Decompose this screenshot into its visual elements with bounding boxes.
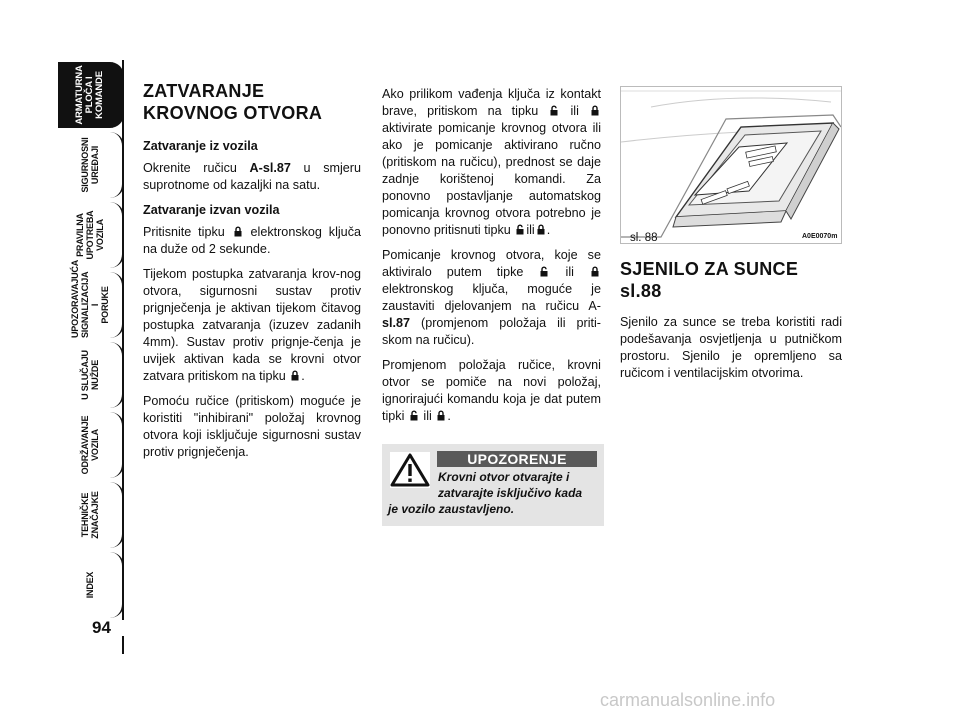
paragraph: Ako prilikom vađenja ključa iz kontakt brave, pritiskom na tipku ili aktivirate pomicanje krovnog otvora ili ako je pomicanje aktivirano ručno (pritiskom na ručicu), prednost se daje zadnje korištenoj komandi. Za ponovno postavljanje automatskog pomicanja krovnog otvora potrebno je ponovno pritisnuti tipku ili . bbox=[382, 87, 601, 237]
tab-pravilna-upotreba[interactable] bbox=[58, 202, 124, 268]
subheading-outside: Zatvaranje izvan vozila bbox=[143, 203, 280, 217]
page-number: 94 bbox=[92, 618, 111, 637]
lock-open-icon bbox=[410, 410, 418, 421]
lock-closed-icon bbox=[537, 224, 545, 235]
margin-rule-bottom bbox=[122, 636, 124, 654]
tab-tehnicke-znacajke[interactable] bbox=[58, 482, 124, 548]
warning-box bbox=[382, 444, 604, 526]
tab-label: ODRŽAVANJE VOZILA bbox=[80, 415, 100, 475]
figure-88 bbox=[620, 86, 842, 244]
paragraph: Pomicanje krovnog otvora, koje se aktiviralo putem tipke ili elektronskog ključa, moguće je zaustaviti djelovanjem na ručicu A-sl.87 (promjenom položaja ili priti-skom na ručicu). bbox=[382, 248, 601, 347]
figure-caption: sl. 88 bbox=[630, 232, 658, 244]
paragraph: Okrenite ručicu A-sl.87 u smjeru suprotnome od kazaljki na satu. bbox=[143, 161, 362, 192]
tab-upozoravajuca-signalizacija[interactable] bbox=[58, 259, 124, 338]
tab-label: UPOZORAVAJUĆA SIGNALIZACIJA I PORUKE bbox=[70, 259, 110, 338]
lock-open-icon bbox=[550, 105, 558, 116]
tab-label: ARMATURNA PLOČA I KOMANDE bbox=[74, 65, 105, 125]
tab-u-slucaju-nuzde[interactable] bbox=[58, 342, 124, 408]
paragraph: Pomoću ručice (pritiskom) moguće je koristiti "inhibirani" položaj krovnog otvora koji isključuje sigurnosni sustav protiv prignječenja. bbox=[143, 394, 361, 459]
tab-index[interactable] bbox=[58, 552, 124, 618]
lock-closed-icon bbox=[437, 410, 445, 421]
warning-heading: UPOZORENJE bbox=[437, 451, 597, 467]
column-3 bbox=[620, 258, 842, 390]
tab-label: INDEX bbox=[85, 571, 95, 599]
paragraph: Tijekom postupka zatvaranja krov-nog otvora, sigurnosni sustav protiv prignječenja je aktivan tijekom čitavog postupka zatvaranja (izuzev zadanih 4mm). Sustav protiv prignje-čenja je uvijek aktivan kada se krovni otvor zatvara pritiskom na tipku . bbox=[143, 267, 361, 383]
watermark: carmanualsonline.info bbox=[600, 690, 776, 710]
roof-console-illustration bbox=[621, 87, 841, 243]
lock-closed-icon bbox=[591, 105, 599, 116]
paragraph: Pritisnite tipku elektronskog ključa na duže od 2 sekunde. bbox=[143, 225, 361, 256]
column-1 bbox=[143, 80, 361, 469]
paragraph: Sjenilo za sunce se treba koristiti radi podešavanja osvjetljenja u putničkom prostoru. Sjenilo je opremljeno sa ručicom i ventilacijskim otvorima. bbox=[620, 315, 842, 380]
tab-label: PRAVILNA UPOTREBA VOZILA bbox=[75, 210, 105, 260]
lock-closed-icon bbox=[291, 370, 299, 381]
lock-closed-icon bbox=[591, 266, 599, 277]
column-2 bbox=[382, 86, 601, 433]
lock-open-icon bbox=[540, 266, 548, 277]
tab-odrzavanje-vozila[interactable] bbox=[58, 412, 124, 478]
paragraph: Promjenom položaja ručice, krovni otvor se pomiče na novi položaj, ignorirajući komandu koja je dat putem tipki ili . bbox=[382, 358, 601, 423]
subheading-inside: Zatvaranje iz vozila bbox=[143, 139, 258, 153]
warning-text: Krovni otvor otvarajte i zatvarajte isključivo kada je vozilo zaustavljeno. bbox=[388, 470, 583, 516]
tab-label: U SLUČAJU NUŽDE bbox=[80, 350, 100, 400]
tab-sigurnosni-uredaji[interactable] bbox=[58, 132, 124, 198]
lock-open-icon bbox=[516, 224, 524, 235]
section-title: SJENILO ZA SUNCE sl.88 bbox=[620, 259, 799, 301]
margin-rule bbox=[122, 60, 124, 620]
figure-ref: sl.87 bbox=[382, 316, 411, 330]
figure-ref: A-sl.87 bbox=[249, 161, 291, 175]
section-title: ZATVARANJE KROVNOG OTVORA bbox=[143, 81, 323, 123]
tab-label: SIGURNOSNI UREĐAJI bbox=[80, 137, 100, 193]
tab-armaturna-ploca[interactable] bbox=[58, 62, 124, 128]
figure-code: A0E0070m bbox=[802, 233, 838, 240]
tab-label: TEHNIČKE ZNAČAJKE bbox=[80, 491, 100, 539]
lock-closed-icon bbox=[234, 226, 242, 237]
